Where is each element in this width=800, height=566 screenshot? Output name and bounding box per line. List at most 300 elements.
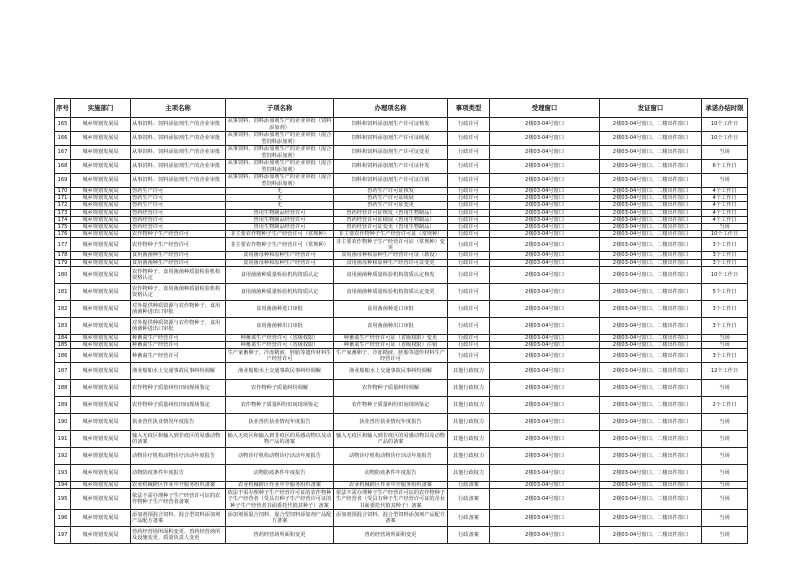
cell-dept: 城乡规划发展局: [71, 317, 131, 334]
table-row: [55, 195, 748, 202]
cell-limit: 3个工作日: [702, 252, 748, 259]
table-body: [55, 118, 748, 544]
cell-sub: 执业兽医执业情况年度报告: [226, 414, 334, 431]
cell-accept: 2楼03-04号窗口: [490, 231, 600, 238]
cell-accept: 2楼03-04号窗口: [490, 489, 600, 510]
header-item: 办理项名称: [334, 99, 448, 118]
cell-accept: 2楼03-04号窗口: [490, 160, 600, 174]
cell-no: 183: [55, 317, 71, 334]
cell-type: 行政备案: [448, 527, 490, 544]
cell-item: 依法不需办理种子生产经营许可证的农作物种子生产经营者（受具有种子生产经营许可证的企业书面委托代销其种子）备案: [334, 489, 448, 510]
cell-accept: 2楼03-04号窗口: [490, 397, 600, 414]
cell-item: 动物诊疗机构动物诊疗活动年度报告: [334, 448, 448, 465]
cell-sub: 种畜禽生产经营许可（省级权限）: [226, 334, 334, 341]
cell-sub: 生产家畜卵子、冷冻精液、胚胎等遗传材料生产经营许可: [226, 349, 334, 363]
table-row: [55, 283, 748, 300]
cell-no: 170: [55, 188, 71, 195]
cell-main: 兽药经营场所面积变更、兽药经营场所及设施变更、质量负责人变更: [131, 527, 226, 544]
cell-main: 农作物种子生产经营许可: [131, 231, 226, 238]
cell-issue: 2楼03-04号窗口、二楼出件窗口: [600, 510, 702, 527]
cell-no: 191: [55, 431, 71, 448]
cell-main: 对外提供种质资源与农作物种子、食用菌菌种进出口审批: [131, 317, 226, 334]
header-accept: 受理窗口: [490, 99, 600, 118]
cell-sub: 无: [226, 195, 334, 202]
cell-sub: 食用菌母种和原种生产经营许可: [226, 259, 334, 266]
table-row: [55, 231, 748, 238]
cell-type: 行政许可: [448, 238, 490, 252]
cell-main: 从事饲料、饲料添加剂生产的企业审批: [131, 132, 226, 146]
cell-item: 非主要农作物种子生产经营许可证（常规种）变更: [334, 238, 448, 252]
cell-sub: 从事饲料、饲料添加剂生产的企业审批（混合型饲料添加剂）: [226, 174, 334, 188]
cell-item: 农作物种子质量纠纷调解: [334, 380, 448, 397]
cell-type: 其他行政权力: [448, 448, 490, 465]
cell-item: 食用菌菌种质量检验机构资质认定变更: [334, 283, 448, 300]
cell-type: 行政许可: [448, 231, 490, 238]
cell-item: 渔业船舶水上交通事故民事纠纷调解: [334, 363, 448, 380]
cell-issue: 2楼03-04号窗口、二楼出件窗口: [600, 259, 702, 266]
cell-main: 动物防疫条件年度报告: [131, 465, 226, 482]
cell-dept: 城乡规划发展局: [71, 266, 131, 283]
cell-main: 从事饲料、饲料添加剂生产的企业审批: [131, 174, 226, 188]
cell-item: 种畜禽生产经营许可证（省级权限）变更: [334, 334, 448, 341]
cell-type: 行政许可: [448, 334, 490, 341]
cell-no: 181: [55, 283, 71, 300]
cell-limit: 4个工作日: [702, 216, 748, 223]
cell-no: 169: [55, 174, 71, 188]
cell-limit: 10个工作日: [702, 231, 748, 238]
cell-no: 197: [55, 527, 71, 544]
cell-issue: 2楼03-04号窗口、二楼出件窗口: [600, 380, 702, 397]
cell-limit: 6个工作日: [702, 160, 748, 174]
header-sub: 子项名称: [226, 99, 334, 118]
cell-accept: 2楼03-04号窗口: [490, 202, 600, 209]
cell-sub: 食用菌菌种质量检验机构资质认定: [226, 266, 334, 283]
cell-type: 其他行政权力: [448, 363, 490, 380]
cell-accept: 2楼03-04号窗口: [490, 146, 600, 160]
cell-item: 兽药经营场所面积变更: [334, 527, 448, 544]
cell-sub: 从事饲料、饲料添加剂生产的企业审批（饲料添加剂）: [226, 118, 334, 132]
cell-no: 182: [55, 300, 71, 317]
cell-issue: 2楼03-04号窗口、二楼出件窗口: [600, 118, 702, 132]
cell-main: 兽药经营许可: [131, 209, 226, 216]
cell-dept: 城乡规划发展局: [71, 146, 131, 160]
cell-no: 179: [55, 259, 71, 266]
table-row: [55, 363, 748, 380]
cell-type: 行政许可: [448, 188, 490, 195]
cell-no: 194: [55, 482, 71, 489]
cell-dept: 城乡规划发展局: [71, 342, 131, 349]
cell-type: 行政许可: [448, 342, 490, 349]
cell-limit: 当场: [702, 527, 748, 544]
cell-accept: 2楼03-04号窗口: [490, 482, 600, 489]
cell-sub: 农业机械跨区作业中介服务组织备案: [226, 482, 334, 489]
cell-main: 输入无疫区和输入到非疫区的易感动物的备案: [131, 431, 226, 448]
cell-type: 行政许可: [448, 216, 490, 223]
cell-accept: 2楼03-04号窗口: [490, 300, 600, 317]
cell-accept: 2楼03-04号窗口: [490, 317, 600, 334]
cell-type: 行政许可: [448, 132, 490, 146]
cell-accept: 2楼03-04号窗口: [490, 342, 600, 349]
cell-issue: 2楼03-04号窗口、二楼出件窗口: [600, 349, 702, 363]
cell-accept: 2楼03-04号窗口: [490, 259, 600, 266]
cell-dept: 城乡规划发展局: [71, 489, 131, 510]
cell-dept: 城乡规划发展局: [71, 283, 131, 300]
cell-item: 农业机械跨区作业中介服务组织备案: [334, 482, 448, 489]
cell-issue: 2楼03-04号窗口、二楼出件窗口: [600, 527, 702, 544]
cell-item: 动物防疫条件年度报告: [334, 465, 448, 482]
cell-dept: 城乡规划发展局: [71, 465, 131, 482]
cell-main: 食用菌菌种生产经营许可: [131, 259, 226, 266]
cell-dept: 城乡规划发展局: [71, 188, 131, 195]
cell-item: 生产家畜卵子、冷冻精液、胚胎等遗传材料生产经营许可: [334, 349, 448, 363]
cell-dept: 城乡规划发展局: [71, 349, 131, 363]
cell-main: 兽药生产许可: [131, 195, 226, 202]
cell-sub: 非主要农作物种子生产经营许可（常规种）: [226, 238, 334, 252]
cell-no: 168: [55, 160, 71, 174]
cell-type: 行政许可: [448, 252, 490, 259]
cell-limit: 当场: [702, 431, 748, 448]
cell-main: 从事饲料、饲料添加剂生产的企业审批: [131, 146, 226, 160]
cell-type: 其他行政权力: [448, 397, 490, 414]
table-row: [55, 238, 748, 252]
table-row: [55, 527, 748, 544]
cell-accept: 2楼03-04号窗口: [490, 224, 600, 231]
cell-no: 165: [55, 118, 71, 132]
cell-issue: 2楼03-04号窗口、二楼出件窗口: [600, 209, 702, 216]
cell-issue: 2楼03-04号窗口、二楼出件窗口: [600, 238, 702, 252]
cell-item: 输入无疫区和输入到非疫区的易感动物以及动物产品的备案: [334, 431, 448, 448]
cell-limit: 3个工作日: [702, 259, 748, 266]
cell-type: 行政许可: [448, 259, 490, 266]
cell-type: 行政许可: [448, 118, 490, 132]
table-row: [55, 259, 748, 266]
table-row: [55, 431, 748, 448]
cell-issue: 2楼03-04号窗口、二楼出件窗口: [600, 363, 702, 380]
cell-sub: 食用菌菌种出口审批: [226, 317, 334, 334]
cell-no: 167: [55, 146, 71, 160]
cell-no: 195: [55, 489, 71, 510]
service-items-table: [54, 98, 748, 544]
cell-issue: 2楼03-04号窗口、二楼出件窗口: [600, 202, 702, 209]
cell-sub: 食用菌菌种质量检验机构资质认定: [226, 283, 334, 300]
cell-accept: 2楼03-04号窗口: [490, 195, 600, 202]
cell-dept: 城乡规划发展局: [71, 195, 131, 202]
cell-item: 食用菌菌种出口审批: [334, 317, 448, 334]
cell-sub: 农作物种子质量纠纷田间现场鉴定: [226, 397, 334, 414]
cell-type: 行政备案: [448, 510, 490, 527]
cell-no: 186: [55, 349, 71, 363]
table-row: [55, 482, 748, 489]
cell-main: 农作物种子生产经营许可: [131, 238, 226, 252]
cell-issue: 2楼03-04号窗口、二楼出件窗口: [600, 188, 702, 195]
cell-sub: 从事饲料、饲料添加剂生产的企业审批（混合型饲料添加剂）: [226, 132, 334, 146]
cell-limit: 当场: [702, 334, 748, 341]
cell-type: 其他行政权力: [448, 431, 490, 448]
cell-dept: 城乡规划发展局: [71, 510, 131, 527]
cell-dept: 城乡规划发展局: [71, 363, 131, 380]
cell-main: 种畜禽生产经营许可: [131, 349, 226, 363]
table-row: [55, 146, 748, 160]
cell-limit: 当场: [702, 510, 748, 527]
cell-no: 177: [55, 238, 71, 252]
cell-limit: 当场: [702, 448, 748, 465]
table-row: [55, 216, 748, 223]
table-row: [55, 266, 748, 283]
table-row: [55, 317, 748, 334]
cell-limit: 当场: [702, 482, 748, 489]
cell-type: 行政许可: [448, 195, 490, 202]
cell-main: 从事饲料、饲料添加剂生产的企业审批: [131, 160, 226, 174]
cell-sub: 无: [226, 188, 334, 195]
cell-accept: 2楼03-04号窗口: [490, 349, 600, 363]
cell-main: 添加剂预混合饲料、混合型饲料添加剂产品配方备案: [131, 510, 226, 527]
cell-type: 其他行政权力: [448, 465, 490, 482]
cell-limit: 当场: [702, 489, 748, 510]
cell-limit: 3个工作日: [702, 300, 748, 317]
cell-dept: 城乡规划发展局: [71, 380, 131, 397]
cell-accept: 2楼03-04号窗口: [490, 431, 600, 448]
cell-sub: 输入无疫区和输入到非疫区的易感动物以及动物产品的备案: [226, 431, 334, 448]
cell-main: 依法不需办理种子生产经营许可证的农作物种子生产经营者备案: [131, 489, 226, 510]
cell-no: 190: [55, 414, 71, 431]
cell-no: 171: [55, 195, 71, 202]
cell-type: 其他行政权力: [448, 380, 490, 397]
cell-accept: 2楼03-04号窗口: [490, 188, 600, 195]
cell-sub: 渔业船舶水上交通事故民事纠纷调解: [226, 363, 334, 380]
cell-accept: 2楼03-04号窗口: [490, 380, 600, 397]
cell-sub: 种畜禽生产经营许可（省级权限）: [226, 342, 334, 349]
cell-item: 种畜禽生产经营许可证（省级权限）注销: [334, 342, 448, 349]
cell-item: 饲料和饲料添加剂生产许可证注销: [334, 174, 448, 188]
cell-limit: 当场: [702, 224, 748, 231]
cell-item: 食用菌母种和原种生产经营许可证（新设）: [334, 252, 448, 259]
cell-item: 食用菌母种和原种生产经营许可证变更: [334, 259, 448, 266]
table-row: [55, 397, 748, 414]
cell-type: 行政许可: [448, 202, 490, 209]
table-row: [55, 448, 748, 465]
table-row: [55, 252, 748, 259]
cell-type: 行政许可: [448, 174, 490, 188]
cell-dept: 城乡规划发展局: [71, 397, 131, 414]
cell-item: 饲料和饲料添加剂生产许可证续展: [334, 132, 448, 146]
cell-limit: 12个工作日: [702, 363, 748, 380]
cell-main: 种畜禽生产经营许可: [131, 334, 226, 341]
cell-limit: 当场: [702, 342, 748, 349]
cell-item: 饲料和饲料添加剂生产许可证变更: [334, 146, 448, 160]
cell-limit: 3个工作日: [702, 238, 748, 252]
cell-item: 兽药生产许可证变更: [334, 202, 448, 209]
cell-limit: 当场: [702, 465, 748, 482]
cell-issue: 2楼03-04号窗口、二楼出件窗口: [600, 195, 702, 202]
cell-no: 192: [55, 448, 71, 465]
table-row: [55, 188, 748, 195]
cell-limit: 3个工作日: [702, 349, 748, 363]
cell-type: 行政许可: [448, 349, 490, 363]
cell-no: 174: [55, 216, 71, 223]
cell-sub: 依法不需办理种子生产经营许可证的农作物种子生产经营者（受具有种子生产经营许可证的种子生产经营者书面委托代销其种子）备案: [226, 489, 334, 510]
table-row: [55, 209, 748, 216]
table-row: [55, 202, 748, 209]
cell-issue: 2楼03-04号窗口、二楼出件窗口: [600, 431, 702, 448]
cell-type: 行政许可: [448, 209, 490, 216]
table-row: [55, 118, 748, 132]
cell-type: 行政许可: [448, 266, 490, 283]
cell-sub: 添加剂预混合饲料、混合型饲料添加剂产品配方备案: [226, 510, 334, 527]
cell-accept: 2楼03-04号窗口: [490, 465, 600, 482]
cell-main: 兽药经营许可: [131, 216, 226, 223]
cell-issue: 2楼03-04号窗口、二楼出件窗口: [600, 300, 702, 317]
table-header-row: [55, 99, 748, 118]
cell-sub: 动物诊疗机构动物诊疗活动年度报告: [226, 448, 334, 465]
header-issue: 发证窗口: [600, 99, 702, 118]
cell-main: 农作物种子质量纠纷田间现场鉴定: [131, 380, 226, 397]
cell-type: 行政许可: [448, 300, 490, 317]
table-row: [55, 224, 748, 231]
cell-main: 农作物种子、食用菌菌种质量检验机构资格认定: [131, 283, 226, 300]
cell-dept: 城乡规划发展局: [71, 224, 131, 231]
cell-main: 农作物种子质量纠纷田间现场鉴定: [131, 397, 226, 414]
cell-accept: 2楼03-04号窗口: [490, 174, 600, 188]
cell-limit: 3个工作日: [702, 317, 748, 334]
cell-item: 农作物种子质量纠纷田间现场鉴定: [334, 397, 448, 414]
cell-accept: 2楼03-04号窗口: [490, 132, 600, 146]
cell-dept: 城乡规划发展局: [71, 118, 131, 132]
cell-dept: 城乡规划发展局: [71, 259, 131, 266]
cell-main: 兽药生产许可: [131, 188, 226, 195]
table-row: [55, 342, 748, 349]
cell-accept: 2楼03-04号窗口: [490, 252, 600, 259]
table-row: [55, 489, 748, 510]
cell-dept: 城乡规划发展局: [71, 252, 131, 259]
cell-main: 从事饲料、饲料添加剂生产的企业审批: [131, 118, 226, 132]
cell-sub: 动物防疫条件年度报告: [226, 465, 334, 482]
cell-issue: 2楼03-04号窗口、二楼出件窗口: [600, 283, 702, 300]
cell-type: 行政许可: [448, 160, 490, 174]
cell-no: 176: [55, 231, 71, 238]
cell-dept: 城乡规划发展局: [71, 231, 131, 238]
cell-limit: 当场: [702, 414, 748, 431]
cell-no: 196: [55, 510, 71, 527]
cell-limit: 5个工作日: [702, 283, 748, 300]
cell-no: 178: [55, 252, 71, 259]
cell-issue: 2楼03-04号窗口、二楼出件窗口: [600, 489, 702, 510]
cell-no: 193: [55, 465, 71, 482]
cell-dept: 城乡规划发展局: [71, 174, 131, 188]
cell-no: 185: [55, 342, 71, 349]
cell-main: 兽药经营许可: [131, 224, 226, 231]
cell-limit: 4个工作日: [702, 188, 748, 195]
cell-dept: 城乡规划发展局: [71, 132, 131, 146]
cell-no: 180: [55, 266, 71, 283]
cell-limit: 当场: [702, 174, 748, 188]
cell-no: 172: [55, 202, 71, 209]
cell-issue: 2楼03-04号窗口、二楼出件窗口: [600, 266, 702, 283]
cell-issue: 2楼03-04号窗口、二楼出件窗口: [600, 146, 702, 160]
cell-no: 166: [55, 132, 71, 146]
cell-item: 食用菌菌种进口审批: [334, 300, 448, 317]
cell-sub: 兽药经营场所面积变更: [226, 527, 334, 544]
cell-item: 食用菌菌种质量检验机构资质认定核发: [334, 266, 448, 283]
cell-no: 173: [55, 209, 71, 216]
table-row: [55, 349, 748, 363]
cell-accept: 2楼03-04号窗口: [490, 238, 600, 252]
cell-accept: 2楼03-04号窗口: [490, 363, 600, 380]
cell-dept: 城乡规划发展局: [71, 334, 131, 341]
cell-type: 行政备案: [448, 489, 490, 510]
cell-main: 渔业船舶水上交通事故民事纠纷调解: [131, 363, 226, 380]
table-row: [55, 160, 748, 174]
cell-issue: 2楼03-04号窗口、二楼出件窗口: [600, 132, 702, 146]
cell-issue: 2楼03-04号窗口、二楼出件窗口: [600, 231, 702, 238]
cell-main: 农作物种子、食用菌菌种质量检验机构资格认定: [131, 266, 226, 283]
cell-type: 行政许可: [448, 224, 490, 231]
table-row: [55, 132, 748, 146]
cell-issue: 2楼03-04号窗口、二楼出件窗口: [600, 482, 702, 489]
cell-accept: 2楼03-04号窗口: [490, 510, 600, 527]
cell-type: 行政许可: [448, 283, 490, 300]
cell-accept: 2楼03-04号窗口: [490, 334, 600, 341]
header-no: 序号: [55, 99, 71, 118]
cell-main: 对外提供种质资源与农作物种子、食用菌菌种进出口审批: [131, 300, 226, 317]
cell-issue: 2楼03-04号窗口、二楼出件窗口: [600, 252, 702, 259]
cell-item: 饲料和饲料添加剂生产许可证核发: [334, 118, 448, 132]
cell-no: 189: [55, 397, 71, 414]
cell-limit: 4个工作日: [702, 195, 748, 202]
cell-dept: 城乡规划发展局: [71, 238, 131, 252]
cell-type: 其他行政权力: [448, 414, 490, 431]
cell-sub: 兽用生物制品经营许可: [226, 209, 334, 216]
cell-dept: 城乡规划发展局: [71, 160, 131, 174]
cell-no: 184: [55, 334, 71, 341]
cell-dept: 城乡规划发展局: [71, 482, 131, 489]
cell-dept: 城乡规划发展局: [71, 431, 131, 448]
cell-sub: 非主要农作物种子生产经营许可（常规种）: [226, 231, 334, 238]
cell-item: 兽药经营许可证核发（兽用生物制品）: [334, 209, 448, 216]
cell-dept: 城乡规划发展局: [71, 414, 131, 431]
cell-sub: 食用菌菌种进口审批: [226, 300, 334, 317]
cell-issue: 2楼03-04号窗口、二楼出件窗口: [600, 224, 702, 231]
cell-no: 187: [55, 363, 71, 380]
cell-dept: 城乡规划发展局: [71, 216, 131, 223]
cell-limit: 10个工作日: [702, 266, 748, 283]
cell-issue: 2楼03-04号窗口、二楼出件窗口: [600, 465, 702, 482]
cell-issue: 2楼03-04号窗口、二楼出件窗口: [600, 397, 702, 414]
cell-item: 添加剂预混合饲料、混合型饲料添加剂产品配方备案: [334, 510, 448, 527]
cell-sub: 兽用生物制品经营许可: [226, 216, 334, 223]
cell-issue: 2楼03-04号窗口、二楼出件窗口: [600, 317, 702, 334]
cell-accept: 2楼03-04号窗口: [490, 527, 600, 544]
cell-dept: 城乡规划发展局: [71, 448, 131, 465]
cell-accept: 2楼03-04号窗口: [490, 266, 600, 283]
cell-main: 食用菌菌种生产经营许可: [131, 252, 226, 259]
header-dept: 实施部门: [71, 99, 131, 118]
cell-dept: 城乡规划发展局: [71, 300, 131, 317]
cell-main: 动物诊疗机构动物诊疗活动年度报告: [131, 448, 226, 465]
cell-item: 饲料和饲料添加剂生产许可证补发: [334, 160, 448, 174]
cell-sub: 无: [226, 202, 334, 209]
cell-issue: 2楼03-04号窗口、二楼出件窗口: [600, 334, 702, 341]
cell-sub: 兽用生物制品经营许可: [226, 224, 334, 231]
cell-dept: 城乡规划发展局: [71, 527, 131, 544]
cell-limit: 2个工作日: [702, 397, 748, 414]
cell-limit: 4个工作日: [702, 202, 748, 209]
cell-sub: 农作物种子质量纠纷调解: [226, 380, 334, 397]
cell-limit: 10个工作日: [702, 132, 748, 146]
table-row: [55, 510, 748, 527]
cell-main: 种畜禽生产经营许可: [131, 342, 226, 349]
cell-item: 兽药经营许可证续展（兽用生物制品）: [334, 216, 448, 223]
table-row: [55, 380, 748, 397]
